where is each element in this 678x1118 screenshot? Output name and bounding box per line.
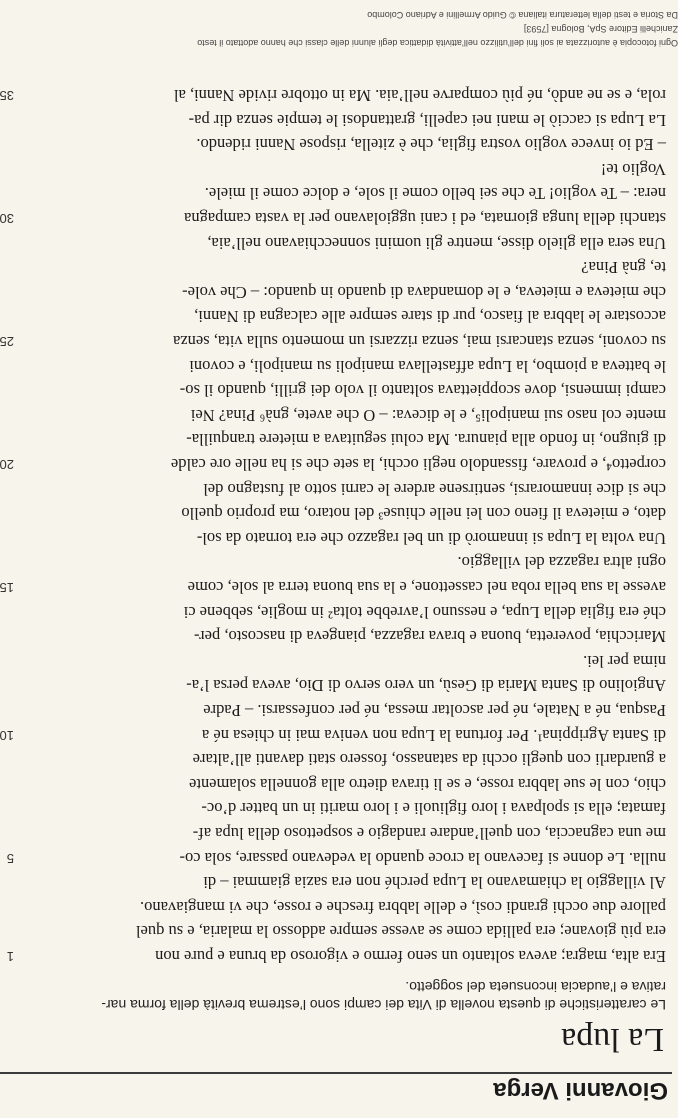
line-number: 35 bbox=[0, 88, 14, 103]
text-line: che mieteva e mieteva, e le domandava di quando in quando: – Che vole- bbox=[182, 282, 666, 302]
text-line: campi immensi, dove scoppiettava soltanto il volo dei grilli, quando il so- bbox=[179, 381, 666, 401]
text-line: corpetto⁴, e provare, fissandolo negli occhi, la sete che si ha nelle ore calde bbox=[170, 455, 666, 474]
text-line: Pasqua, né a Natale, né per ascoltar messa, né per confessarsi. – Padre bbox=[203, 701, 666, 720]
text-line: nera: – Te voglio! Te che sei bello come il sole, e dolce come il miele. bbox=[204, 184, 666, 204]
text-line: chio, con le sue labbra rosse, e se li tirava dietro alla gonnella solamente bbox=[189, 774, 666, 794]
text-line: che si dice innamorarsi, sentirsene ardere le carni sotto al fustagno del bbox=[203, 479, 666, 499]
line-number: 20 bbox=[0, 457, 14, 472]
text-line: ogni altra ragazza del villaggio. bbox=[457, 553, 666, 573]
text-line: Una volta la Lupa si innamorò di un bel ragazzo che era tornato da sol- bbox=[196, 528, 666, 548]
text-line: Era alta, magra; aveva soltanto un seno fermo e vigoroso da bruna e pure non bbox=[155, 947, 666, 966]
text-line: Voglio te! bbox=[600, 159, 666, 179]
text-line: di giugno, in fondo alla pianura. Ma colui seguitava a mietere tranquilla- bbox=[186, 430, 666, 450]
line-number: 5 bbox=[6, 850, 14, 866]
text-line: a guardarli con quegli occhi da satanasso, fossero stati davanti all’altare bbox=[192, 750, 666, 770]
text-line: me una cagnaccia, con quell’andare randagio e sospettoso della lupa af- bbox=[192, 824, 666, 843]
text-line: La Lupa si cacciò le mani nei capelli, grattandosi le tempie senza dir pa- bbox=[188, 110, 666, 130]
footer-line: Zanichelli Editore SpA, Bologna [7593] bbox=[523, 24, 678, 34]
copyright-footer bbox=[0, 8, 678, 50]
line-number: 30 bbox=[0, 211, 14, 226]
text-line: famata; ella si spolpava i loro figliuoli e i loro mariti in un batter d’oc- bbox=[201, 799, 666, 819]
line-number: 25 bbox=[0, 334, 14, 349]
text-line: Al villaggio la chiamavano la Lupa perché non era sazia giammai – di bbox=[203, 873, 666, 893]
text-line: Una sera ella glielo disse, mentre gli uomini sonnecchiavano nell’aia, bbox=[207, 233, 666, 253]
text-line: avesse la sua bella roba nel cassettone, e la sua buona terra al sole, come bbox=[187, 578, 666, 597]
text-line: rola, e se ne andò, né più comparve nell’aia. Ma in ottobre rivide Nanni, al bbox=[173, 86, 666, 105]
text-line: stanchi della lunga giornata, ed i cani uggiolavano per la vasta campagna bbox=[184, 209, 666, 228]
line-number: 10 bbox=[0, 727, 14, 743]
work-title: La lupa bbox=[561, 1021, 664, 1058]
text-line: – Ed io invece voglio vostra figlia, che è zitella, rispose Nanni ridendo. bbox=[196, 135, 666, 155]
text-line: pallore due occhi grandi così, e delle labbra fresche e rosse, che vi mangiavano. bbox=[140, 897, 666, 917]
text-line: Maricchia, poveretta, buona e brava ragazza, piangeva di nascosto, per- bbox=[194, 627, 666, 647]
footer-line: Ogni fotocopia è autorizzata ai soli fini dell’utilizzo nell’attività didattica degli alunni delle classi che hanno adottato il testo bbox=[197, 38, 678, 48]
text-line: dato, e mieteva il fieno con lei nelle chiuse³ del notaro, ma proprio quello bbox=[181, 504, 666, 524]
text-line: su covoni, senza stancarsi mai, senza rizzarsi un momento sulla vita, senza bbox=[172, 332, 666, 351]
author-heading: Giovanni Verga bbox=[493, 1077, 668, 1104]
text-line: te, gnà Pina? bbox=[581, 258, 666, 278]
text-line: nima per lei. bbox=[583, 651, 666, 671]
heading-rule bbox=[0, 1072, 672, 1074]
text-line: nulla. Le donne si facevano la croce quando la vedevano passare, sola co- bbox=[179, 848, 666, 868]
text-line: mente col naso sui manipoli⁵, e le diceva: – O che avete, gnà⁶ Pina? Nei bbox=[190, 405, 666, 425]
intro-paragraph bbox=[6, 978, 666, 1014]
text-line: Angiolino di Santa Maria di Gesù, un vero servo di Dio, aveva persa l’a- bbox=[186, 676, 666, 696]
intro-line: rativa e l’audacia inconsueta del soggetto. bbox=[405, 979, 666, 995]
text-line: di Santa Agrippina¹. Per fortuna la Lupa non veniva mai in chiesa né a bbox=[201, 725, 666, 745]
text-line: era più giovane; era pallida come se avesse sempre addosso la malaria, e su quel bbox=[135, 922, 666, 942]
text-line: accostare le labbra al fiasco, pur di stare sempre alle calcagna di Nanni, bbox=[194, 307, 666, 327]
line-number: 15 bbox=[0, 580, 14, 595]
text-line: ché era figlia della Lupa, e nessuno l’avrebbe tolta² in moglie, sebbene ci bbox=[183, 602, 666, 622]
line-number: 1 bbox=[6, 949, 14, 964]
intro-line: Le caratteristiche di questa novella di Vita dei campi sono l’estrema brevità della forma nar- bbox=[101, 997, 666, 1013]
text-line: le batteva a piombo, la Lupa affastellava manipoli su manipoli, e covoni bbox=[189, 356, 666, 376]
footer-line: Da Storia e testi della letteratura italiana © Guido Armellini e Adriano Colombo bbox=[367, 10, 678, 20]
